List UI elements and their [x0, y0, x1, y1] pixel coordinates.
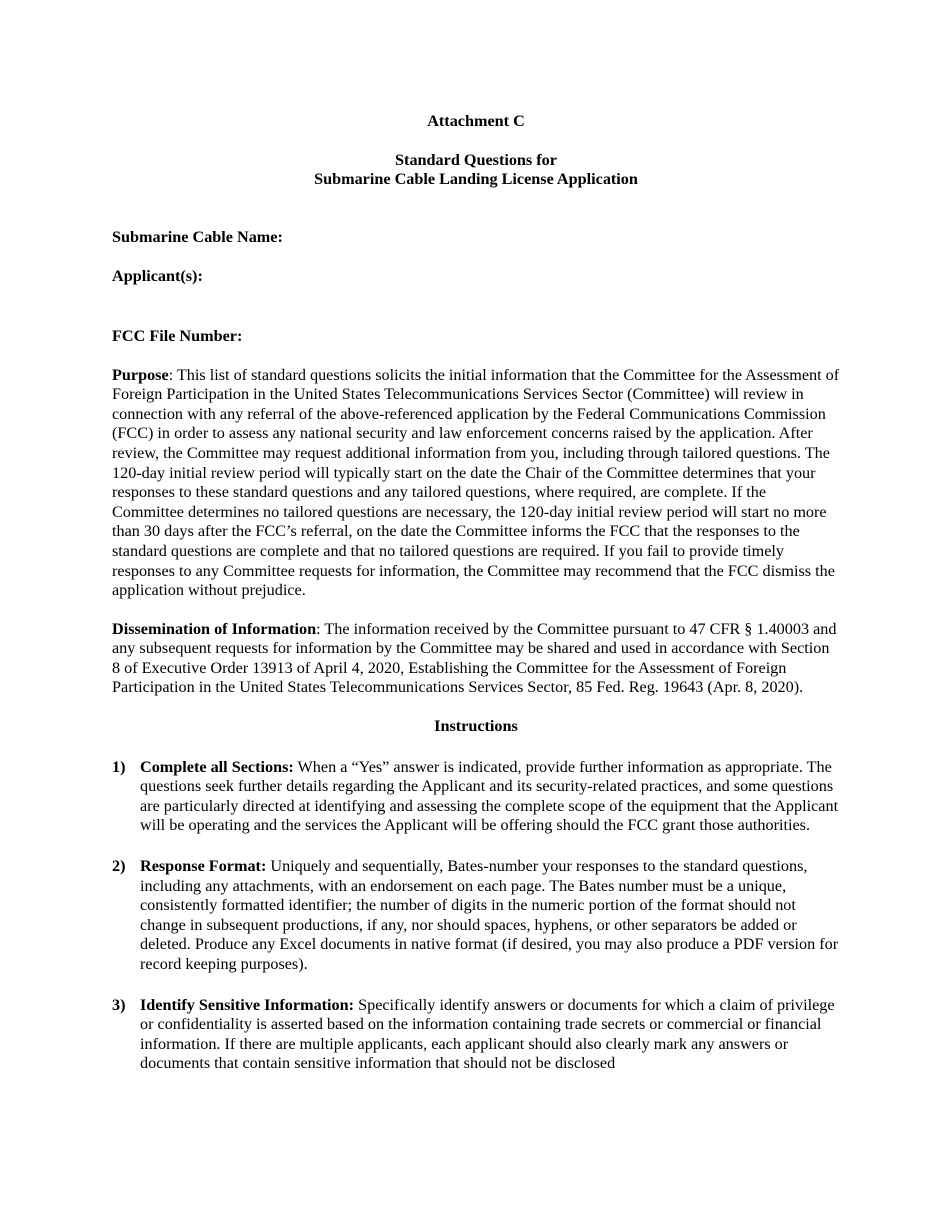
attachment-label: Attachment C — [427, 112, 525, 130]
document-page — [112, 112, 840, 1095]
dissemination-paragraph — [112, 620, 840, 698]
cable-name-label: Submarine Cable Name: — [112, 227, 283, 246]
instruction-text: Specifically identify answers or documents for which a claim of privilege or confidentiality is asserted based on the information containing trade secrets or commercial or financial information. If there are multiple applicants, each applicant should also clearly mark any answers or documents that contain sensitive information that should not be disclosed — [140, 995, 835, 1073]
instruction-text: Uniquely and sequentially, Bates-number your responses to the standard questions, including any attachments, with an endorsement on each page. The Bates number must be a unique, consistently formatted identifier; the number of digits in the numeric portion of the format should not change in subsequent productions, if any, nor should spaces, hyphens, or other separators be added or deleted. Produce any Excel documents in native format (if desired, you may also produce a PDF version for record keeping purposes). — [140, 857, 839, 973]
purpose-text: : This list of standard questions solicits the initial information that the Committee for the Assessment of Foreign Participation in the United States Telecommunications Services Sector (Committee) will review in connection with any referral of the above-referenced application by the Federal Communications Commission (FCC) in order to assess any national security and law enforcement concerns raised by the application. After review, the Committee may request additional information from you, including through tailored questions. The 120-day initial review period will typically start on the date the Chair of the Committee determines that your responses to these standard questions and any tailored questions, where required, are complete. If the Committee determines no tailored questions are necessary, the 120-day initial review period will start no more than 30 days after the FCC’s referral, on the date the Committee informs the FCC that the responses to the standard questions are complete and that no tailored questions are required. If you fail to provide timely responses to any Committee requests for information, the Committee may recommend that the FCC dismiss the application without prejudice. — [112, 365, 840, 600]
instructions-list — [112, 758, 840, 1074]
purpose-paragraph — [112, 366, 840, 601]
instruction-item — [112, 758, 840, 836]
applicants-label: Applicant(s): — [112, 267, 203, 286]
instruction-number: 2) — [112, 857, 126, 876]
instruction-label: Identify Sensitive Information: — [140, 995, 355, 1014]
instruction-label: Complete all Sections: — [140, 757, 294, 776]
instruction-number: 3) — [112, 995, 126, 1014]
dissemination-label: Dissemination of Information — [112, 619, 317, 638]
title-line-1: Standard Questions for — [395, 150, 557, 169]
purpose-label: Purpose — [112, 365, 169, 384]
instruction-text: When a “Yes” answer is indicated, provide further information as appropriate. The questions seek further details regarding the Applicant and its security-related practices, and some questions are particularly directed at identifying and assessing the complete scope of the equipment that the Applicant will be operating and the services the Applicant will be offering should the FCC grant those authorities. — [140, 757, 839, 835]
instruction-item — [112, 996, 840, 1074]
instruction-label: Response Format: — [140, 857, 267, 876]
title-line-2: Submarine Cable Landing License Application — [314, 170, 638, 189]
file-number-label: FCC File Number: — [112, 326, 243, 345]
instructions-heading: Instructions — [434, 717, 518, 736]
dissemination-text: : The information received by the Committee pursuant to 47 CFR § 1.40003 and any subsequent requests for information by the Committee may be shared and used in accordance with Section 8 of Executive Order 13913 of April 4, 2020, Establishing the Committee for the Assessment of Foreign Participation in the United States Telecommunications Services Sector, 85 Fed. Reg. 19643 (Apr. 8, 2020). — [112, 619, 837, 697]
document-title — [112, 151, 840, 190]
instruction-item — [112, 857, 840, 975]
instruction-number: 1) — [112, 757, 126, 776]
